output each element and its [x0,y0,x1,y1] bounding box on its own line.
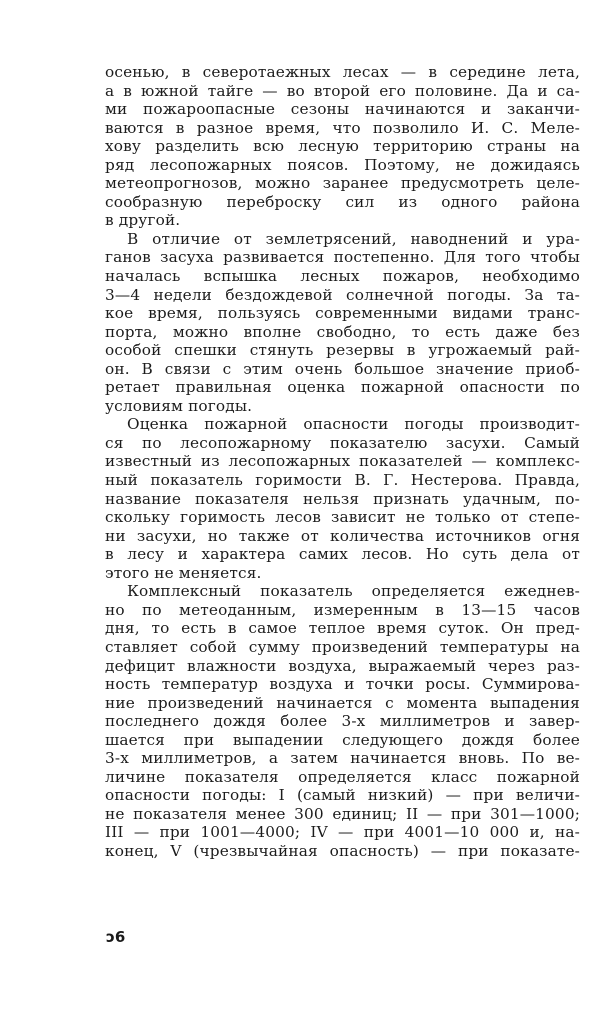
text-line: но по метеоданным, измеренным в 13—15 часов [105,600,580,619]
text-line: ся по лесопожарному показателю засухи. Самый [105,433,580,452]
text-line: последнего дождя более 3-х миллиметров и завер- [105,712,580,731]
text-line: дефицит влажности воздуха, выражаемый через раз- [105,656,580,675]
text-line: ряд лесопожарных поясов. Поэтому, не дожидаясь [105,155,580,174]
text-line: в другой. [105,211,181,230]
page-number: ɔ6 [106,928,126,946]
text-line: скольку горимость лесов зависит не только от степе- [105,508,580,527]
text-line: осенью, в северотаежных лесах — в середине лета, [105,63,580,81]
text-line: 3—4 недели бездождевой солнечной погоды. За та- [105,285,580,304]
text-line: известный из лесопожарных показателей — комплекс- [105,452,580,471]
text-line: ваются в разное время, что позволило И. С. Меле- [105,118,580,137]
text-line: Комплексный показатель определяется ежеднев- [127,582,580,601]
text-line: ни засухи, но также от количества источников огня [105,526,580,545]
text-line: кое время, пользуясь современными видами транс- [105,304,580,323]
text-line: ность температур воздуха и точки росы. Суммирова- [105,675,580,694]
text-line: порта, можно вполне свободно, то есть даже без [105,322,580,341]
text-line: началась вспышка лесных пожаров, необходимо [105,267,580,286]
text-line: в лесу и характера самих лесов. Но суть дела от [105,545,580,564]
text-line: В отличие от землетрясений, наводнений и ура- [127,229,580,248]
text-line: он. В связи с этим очень большое значение приоб- [105,359,580,378]
text-line: ние произведений начинается с момента выпадения [105,693,580,712]
text-line: особой спешки стянуть резервы в угрожаемый рай- [105,341,580,360]
text-line: конец, V (чрезвычайная опасность) — при показате- [105,841,580,860]
text-line: опасности погоды: I (самый низкий) — при величи- [105,786,580,805]
text-line: 3-х миллиметров, а затем начинается вновь. По ве- [105,749,580,768]
text-line: ганов засуха развивается постепенно. Для того чтобы [105,248,580,267]
text-line: сообразную переброску сил из одного района [105,192,580,211]
text-line: ный показатель горимости В. Г. Нестерова. Правда, [105,471,580,490]
text-line: этого не меняется. [105,563,262,582]
text-line: метеопрогнозов, можно заранее предусмотреть целе- [105,174,580,193]
text-line: III — при 1001—4000; IV — при 4001—10 000 и, на- [105,823,580,842]
paragraph-4 [105,582,580,860]
page-body [105,63,580,861]
text-line: ми пожароопасные сезоны начинаются и заканчи- [105,100,580,119]
paragraph-3 [105,415,580,582]
text-line: хову разделить всю лесную территорию страны на [105,137,580,156]
text-line: условиям погоды. [105,396,253,415]
text-line: а в южной тайге — во второй его половине. Да и са- [105,81,580,100]
text-line: личине показателя определяется класс пожарной [105,767,580,786]
text-line: ретает правильная оценка пожарной опасности по [105,378,580,397]
text-line: шается при выпадении следующего дождя более [105,730,580,749]
text-line: Оценка пожарной опасности погоды производит- [127,415,580,434]
paragraph-1 [105,63,580,230]
text-line: дня, то есть в самое теплое время суток. Он пред- [105,619,580,638]
text-line: ставляет собой сумму произведений температуры на [105,637,580,656]
text-line: название показателя нельзя признать удачным, по- [105,489,580,508]
paragraph-2 [105,230,580,415]
text-line: не показателя менее 300 единиц; II — при 301—1000; [105,804,580,823]
